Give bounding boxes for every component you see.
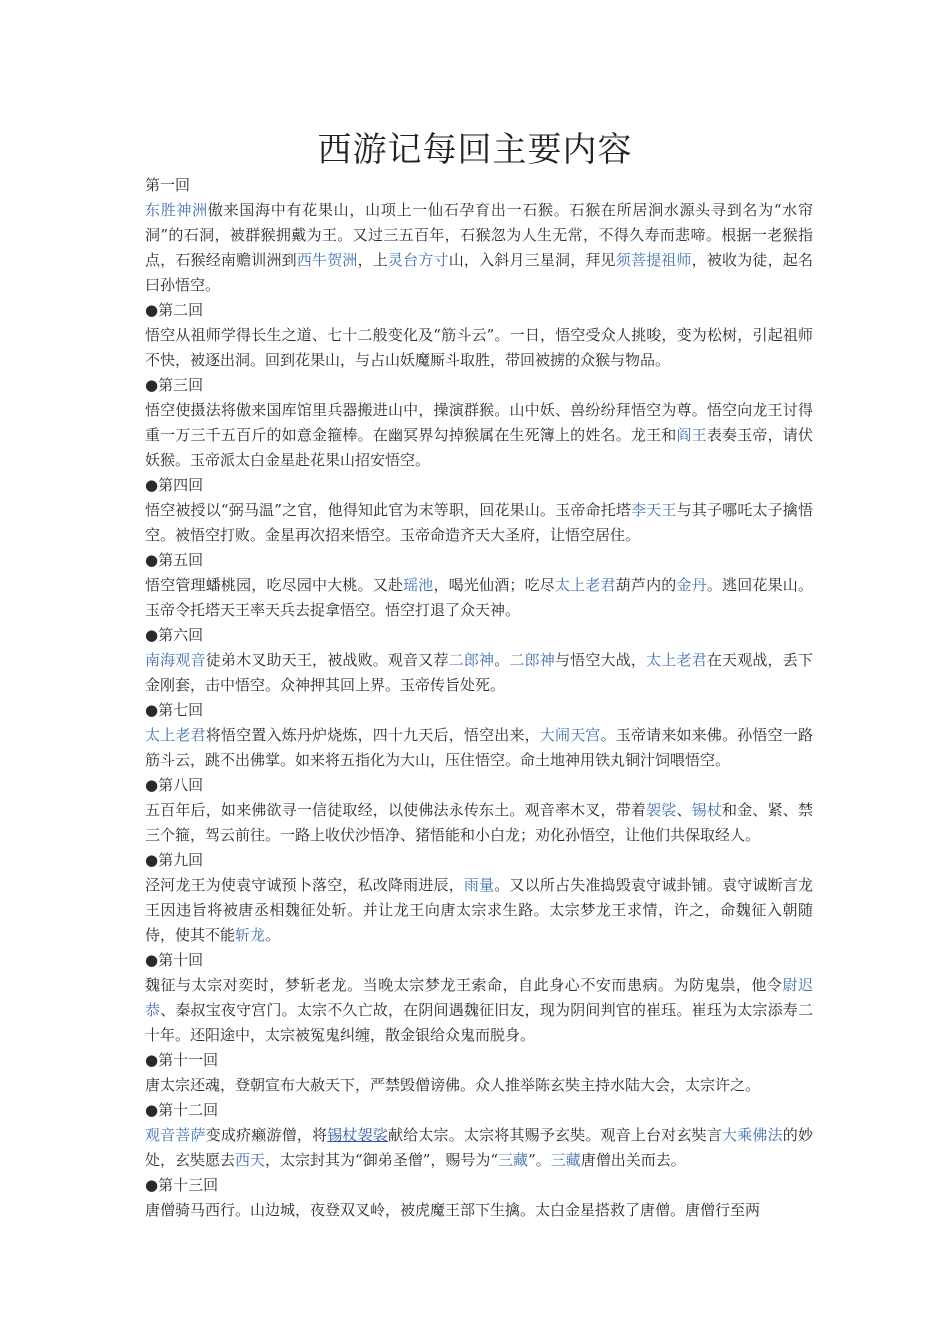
term-link[interactable]: 锡杖袈裟 — [327, 1126, 388, 1144]
term-link[interactable]: 东胜神洲 — [145, 201, 208, 219]
chapter-heading: ●第三回 — [145, 376, 204, 394]
chapter-summary — [145, 498, 813, 548]
summary-text: 唐僧出关而去。 — [580, 1151, 686, 1169]
chapter-summary — [145, 198, 813, 298]
term-link[interactable]: 太上老君 — [646, 651, 707, 669]
chapter-summary — [145, 1123, 813, 1173]
summary-text: ，被收为徒，起名曰孙悟空。 — [145, 251, 813, 294]
chapter-summary — [145, 323, 813, 373]
term-link[interactable]: 尉迟恭 — [145, 976, 813, 1019]
summary-text: 葫芦内的 — [615, 576, 677, 594]
summary-text: 傲来国海中有花果山，山项上一仙石孕育出一石猴。石猴在所居涧水源头寻到名为“水帘洞”的石洞，被群猴拥戴为王。又过三五百年，石猴忽为人生无常，不得久寿而悲啼。根据一老猴指点，石猴经南赡训洲到 — [145, 201, 813, 269]
term-link[interactable]: 阎王 — [676, 426, 707, 444]
summary-text: 悟空被授以“弼马温”之官，他得知此官为末等职，回花果山。玉帝命托塔 — [145, 501, 632, 519]
chapter-heading: ●第五回 — [145, 551, 204, 569]
summary-text: ，上 — [357, 251, 388, 269]
term-link[interactable]: 雨量 — [463, 876, 495, 894]
summary-text: 变成疥癞游僧，将 — [205, 1126, 328, 1144]
chapter-heading: ●第十回 — [145, 951, 204, 969]
chapter-summary — [145, 973, 813, 1048]
summary-text: 与其子哪吒太子擒悟空。被悟空打败。金星再次招来悟空。玉帝命造齐天大圣府，让悟空居住。 — [145, 501, 813, 544]
chapter-heading: ●第二回 — [145, 301, 204, 319]
term-link[interactable]: 南海观音 — [145, 651, 206, 669]
summary-text: 。又以所占失准捣毁袁守诚卦铺。袁守诚断言龙王因违旨将被唐丞相魏征处斩。并让龙王向唐太宗求生路。太宗梦龙王求情，许之，命魏征入朝随侍，使其不能 — [145, 876, 813, 944]
chapter-summary — [145, 1198, 813, 1223]
term-link[interactable]: 李天王 — [631, 501, 677, 519]
chapter-heading: ●第六回 — [145, 626, 204, 644]
summary-text: ，太宗封其为“御弟圣僧”，赐号为“ — [265, 1151, 499, 1169]
summary-text: 、秦叔宝夜守宫门。太宗不久亡故，在阴间遇魏征旧友，现为阴间判官的崔珏。崔珏为太宗添寿二十年。还阳途中，太宗被冤鬼纠缠，散金银给众鬼而脱身。 — [145, 1001, 813, 1044]
chapter-summary — [145, 398, 813, 473]
summary-text: 献给太宗。太宗将其赐予玄奘。观音上台对玄奘言 — [387, 1126, 723, 1144]
summary-text: ，喝光仙酒；吃尽 — [433, 576, 555, 594]
term-link[interactable]: 太上老君 — [145, 726, 206, 744]
term-link[interactable]: 灵台方寸 — [387, 251, 449, 269]
summary-text: 表奏玉帝，请伏妖猴。玉帝派太白金星赴花果山招安悟空。 — [145, 426, 813, 469]
chapter-list — [145, 173, 813, 1223]
summary-text: 徒弟木叉助天王，被战败。观音又荐 — [205, 651, 449, 669]
term-link[interactable]: 袈裟 — [646, 801, 677, 819]
chapter-heading: ●第十二回 — [145, 1101, 219, 1119]
term-link[interactable]: 大闹天宫 — [539, 726, 601, 744]
chapter-summary — [145, 798, 813, 848]
chapter-heading: ●第七回 — [145, 701, 204, 719]
term-link[interactable]: 二郎神 — [448, 651, 495, 669]
term-link[interactable]: 二郎神 — [509, 651, 555, 669]
summary-text: 悟空使摄法将傲来国库馆里兵器搬进山中，操演群猴。山中妖、兽纷纷拜悟空为尊。悟空向龙王讨得重一万三千五百斤的如意金箍棒。在幽冥界勾掉猴属在生死簿上的姓名。龙王和 — [145, 401, 813, 444]
chapter-heading: ●第四回 — [145, 476, 204, 494]
summary-text: ”。 — [528, 1151, 551, 1169]
summary-text: 的妙处，玄奘愿去 — [145, 1126, 813, 1169]
chapter-heading: ●第十一回 — [145, 1051, 219, 1069]
summary-text: 悟空从祖师学得长生之道、七十二般变化及“筋斗云”。一日，悟空受众人挑唆，变为松树，引起祖师不快，被逐出洞。回到花果山，与占山妖魔厮斗取胜，带回被掳的众猴与物品。 — [145, 326, 813, 369]
term-link[interactable]: 须菩提祖师 — [615, 251, 692, 269]
term-link[interactable]: 斩龙 — [235, 926, 266, 944]
term-link[interactable]: 观音菩萨 — [145, 1126, 206, 1144]
chapter-summary — [145, 873, 813, 948]
term-link[interactable]: 三藏 — [550, 1151, 581, 1169]
chapter-summary — [145, 648, 813, 698]
chapter-summary — [145, 723, 813, 773]
summary-text: 与悟空大战， — [554, 651, 647, 669]
summary-text: 唐太宗还魂，登朝宣布大赦天下，严禁毁僧谤佛。众人推举陈玄奘主持水陆大会，太宗许之。 — [145, 1076, 761, 1094]
term-link[interactable]: 三藏 — [498, 1151, 529, 1169]
summary-text: 。玉帝请来如来佛。孙悟空一路筋斗云，跳不出佛掌。如来将五指化为大山，压住悟空。命土地神用铁丸铜汁饲喂悟空。 — [145, 726, 813, 769]
chapter-heading: ●第十三回 — [145, 1176, 219, 1194]
summary-text: 五百年后，如来佛欲寻一信徒取经，以使佛法永传东土。观音率木叉，带着 — [145, 801, 647, 819]
summary-text: 。逃回花果山。玉帝令托塔天王率天兵去捉拿悟空。悟空打退了众天神。 — [145, 576, 813, 619]
summary-text: 悟空管理蟠桃园，吃尽园中大桃。又赴 — [145, 576, 404, 594]
term-link[interactable]: 西牛贺洲 — [296, 251, 358, 269]
chapter-heading: 第一回 — [145, 176, 191, 194]
summary-text: 和金、紧、禁三个箍，驾云前往。一路上收伏沙悟净、猪悟能和小白龙；劝化孙悟空，让他们共保取经人。 — [145, 801, 813, 844]
chapter-summary — [145, 1073, 813, 1098]
chapter-summary — [145, 573, 813, 623]
term-link[interactable]: 太上老君 — [554, 576, 616, 594]
summary-text: 魏征与太宗对奕时，梦斩老龙。当晚太宗梦龙王索命，自此身心不安而患病。为防鬼祟，他令 — [145, 976, 783, 994]
chapter-heading: ●第八回 — [145, 776, 204, 794]
term-link[interactable]: 锡杖 — [691, 801, 723, 819]
page-title: 西游记每回主要内容 — [317, 130, 633, 170]
summary-text: 泾河龙王为使袁守诚预卜落空，私改降雨进辰， — [145, 876, 464, 894]
summary-text: 将悟空置入炼丹炉烧炼，四十九天后，悟空出来， — [205, 726, 540, 744]
summary-text: 。 — [494, 651, 510, 669]
summary-text: 山，入斜月三星洞，拜见 — [448, 251, 616, 269]
term-link[interactable]: 西天 — [235, 1151, 266, 1169]
summary-text: 在天观战，丢下金刚套，击中悟空。众神押其回上界。玉帝传旨处死。 — [145, 651, 813, 694]
term-link[interactable]: 瑶池 — [403, 576, 434, 594]
term-link[interactable]: 大乘佛法 — [722, 1126, 783, 1144]
summary-text: 唐僧骑马西行。山边城，夜登双叉岭，被虎魔王部下生擒。太白金星搭救了唐僧。唐僧行至两 — [145, 1201, 761, 1219]
term-link[interactable]: 金丹 — [676, 576, 707, 594]
summary-text: 、 — [676, 801, 692, 819]
chapter-heading: ●第九回 — [145, 851, 204, 869]
summary-text: 。 — [265, 926, 281, 944]
